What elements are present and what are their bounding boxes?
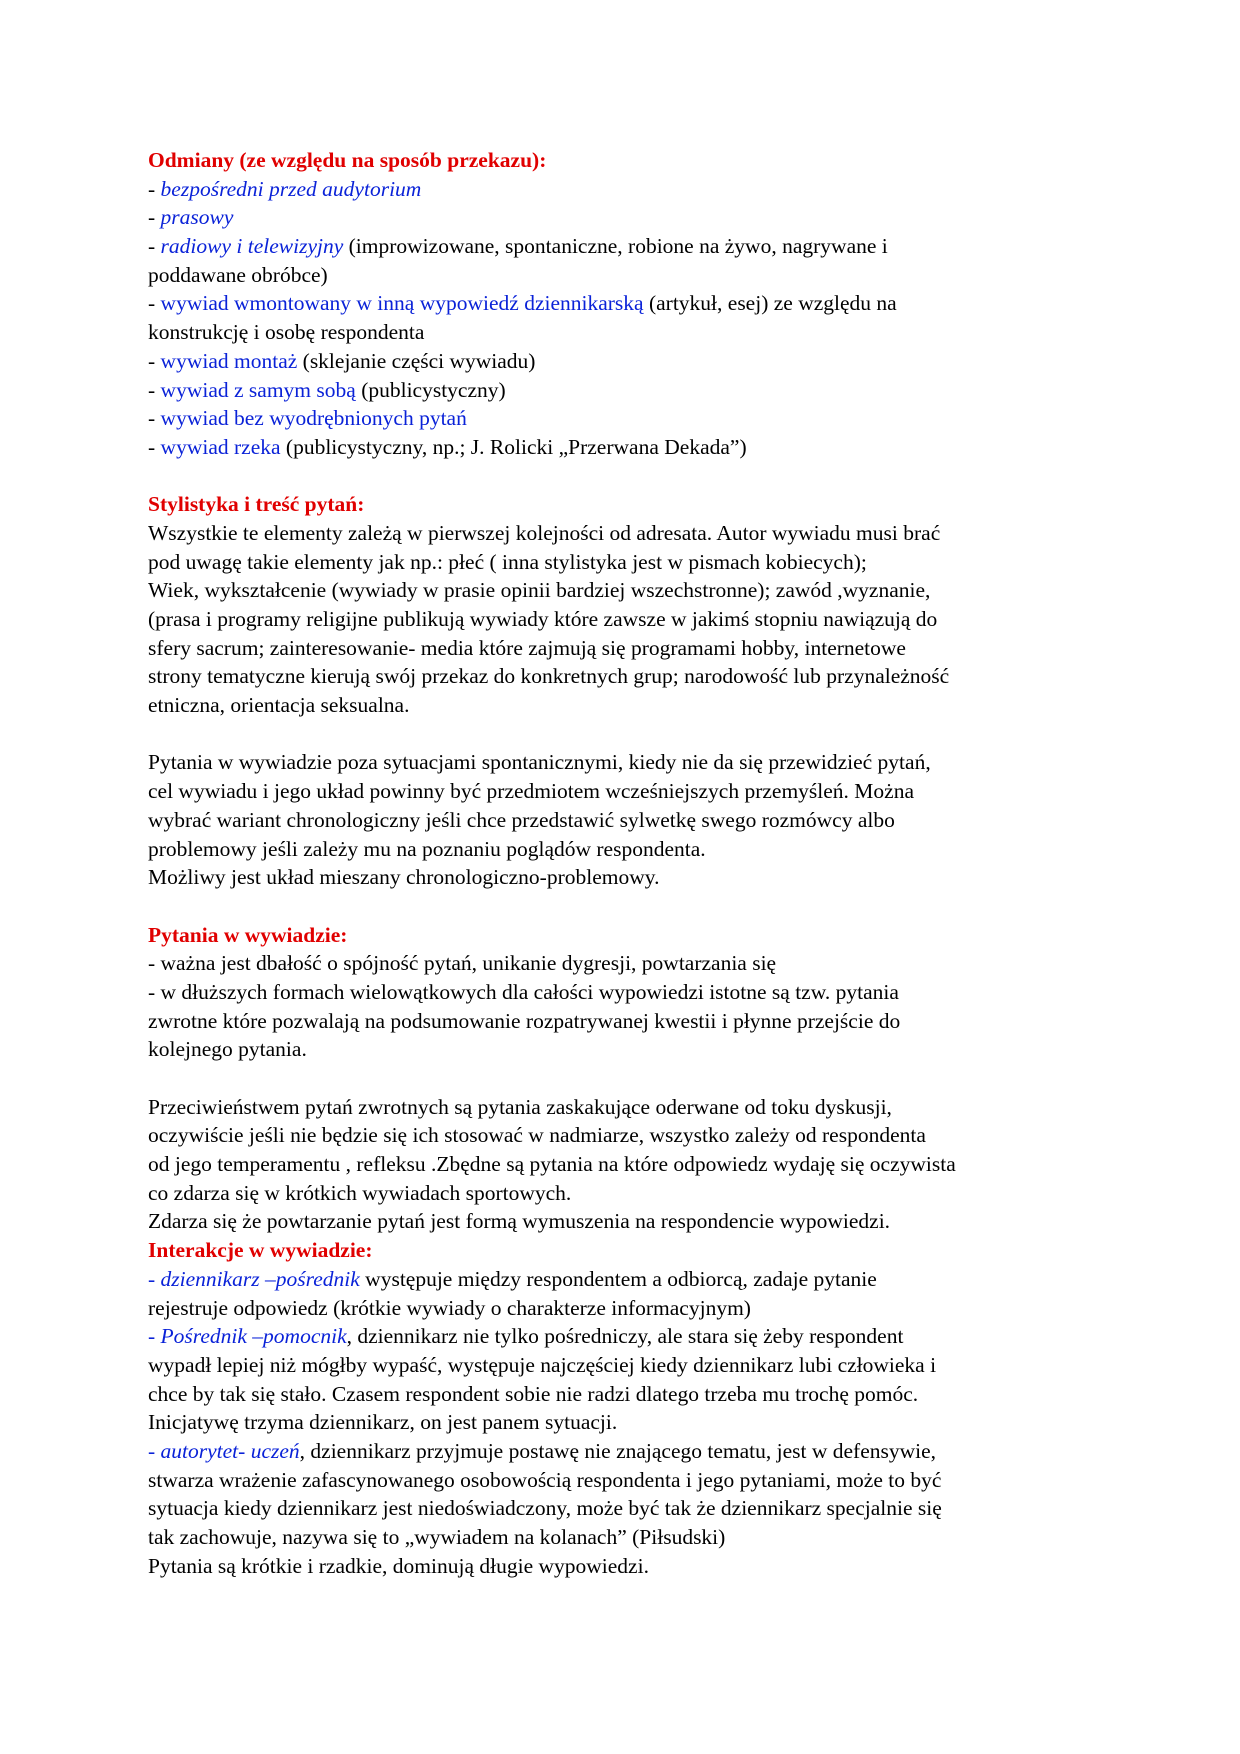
dash: - bbox=[148, 176, 161, 201]
text-line: Pytania są krótkie i rzadkie, dominują długie wypowiedzi. bbox=[148, 1553, 649, 1578]
text-line: tak zachowuje, nazywa się to „wywiadem na kolanach” (Piłsudski) bbox=[148, 1525, 726, 1549]
description: (publicystyczny) bbox=[355, 377, 506, 402]
term: wywiad wmontowany w inną wypowiedź dziennikarską bbox=[160, 291, 644, 316]
text-line: cel wywiadu i jego układ powinny być przedmiotem wcześniejszych przemyśleń. Można bbox=[148, 779, 915, 804]
section-heading-interakcje: Interakcje w wywiadzie: bbox=[148, 1238, 373, 1263]
dash: - bbox=[148, 205, 161, 230]
section-heading-odmiany: Odmiany (ze względu na sposób przekazu): bbox=[148, 148, 547, 172]
text-line: poddawane obróbce) bbox=[148, 262, 328, 287]
text-line: zwrotne które pozwalają na podsumowanie rozpatrywanej kwestii i płynne przejście do bbox=[148, 1008, 901, 1033]
list-item bbox=[148, 376, 1108, 405]
spacer bbox=[148, 1064, 1108, 1093]
text-line: Przeciwieństwem pytań zwrotnych są pytania zaskakujące oderwane od toku dyskusji, bbox=[148, 1094, 892, 1119]
text-line: sytuacja kiedy dziennikarz jest niedoświadczony, może być tak że dziennikarz specjalnie się bbox=[148, 1496, 942, 1521]
text-line: kolejnego pytania. bbox=[148, 1037, 307, 1062]
section-heading-pytania: Pytania w wywiadzie: bbox=[148, 922, 348, 947]
list-item bbox=[148, 1322, 1108, 1351]
text-line: Wiek, wykształcenie (wywiady w prasie opinii bardziej wszechstronne); zawód ,wyznanie, bbox=[148, 578, 931, 603]
text-line: od jego temperamentu , refleksu .Zbędne są pytania na które odpowiedz wydaję się oczywista bbox=[148, 1152, 956, 1177]
dash: - bbox=[148, 234, 161, 259]
text-line: oczywiście jeśli nie będzie się ich stosować w nadmiarze, wszystko zależy od respondenta bbox=[148, 1123, 926, 1148]
list-item bbox=[148, 203, 1108, 232]
spacer bbox=[148, 462, 1108, 491]
spacer bbox=[148, 892, 1108, 921]
list-item bbox=[148, 404, 1108, 433]
list-item bbox=[148, 1265, 1108, 1294]
text-line: strony tematyczne kierują swój przekaz do konkretnych grup; narodowość lub przynależność bbox=[148, 664, 950, 689]
text-line: Wszystkie te elementy zależą w pierwszej kolejności od adresata. Autor wywiadu musi brać bbox=[148, 520, 941, 545]
dash: - bbox=[148, 348, 161, 373]
text-line: - w dłuższych formach wielowątkowych dla całości wypowiedzi istotne są tzw. pytania bbox=[148, 979, 899, 1004]
text-line: rejestruje odpowiedz (krótkie wywiady o charakterze informacyjnym) bbox=[148, 1295, 751, 1320]
list-item bbox=[148, 347, 1108, 376]
text-line: - ważna jest dbałość o spójność pytań, unikanie dygresji, powtarzania się bbox=[148, 951, 777, 976]
term: wywiad montaż bbox=[160, 348, 298, 373]
text-line: wybrać wariant chronologiczny jeśli chce przedstawić sylwetkę swego rozmówcy albo bbox=[148, 807, 895, 832]
term: wywiad rzeka bbox=[160, 434, 281, 459]
term: - autorytet- uczeń bbox=[148, 1438, 300, 1463]
description: występuje między respondentem a odbiorcą, zadaje pytanie bbox=[359, 1266, 877, 1291]
term: - dziennikarz –pośrednik bbox=[148, 1266, 360, 1291]
text-line: (prasa i programy religijne publikują wywiady które zawsze w jakimś stopniu nawiązują do bbox=[148, 607, 938, 631]
document-page bbox=[148, 146, 1108, 1580]
text-line: wypadł lepiej niż mógłby wypaść, występuje najczęściej kiedy dziennikarz lubi człowieka i bbox=[148, 1352, 937, 1377]
text-line: Zdarza się że powtarzanie pytań jest formą wymuszenia na respondencie wypowiedzi. bbox=[148, 1209, 891, 1234]
term: prasowy bbox=[160, 205, 234, 230]
list-item bbox=[148, 1437, 1108, 1466]
text-line: Pytania w wywiadzie poza sytuacjami spontanicznymi, kiedy nie da się przewidzieć pytań, bbox=[148, 750, 931, 775]
dash: - bbox=[148, 291, 161, 316]
description: (sklejanie części wywiadu) bbox=[297, 348, 536, 373]
text-line: problemowy jeśli zależy mu na poznaniu poglądów respondenta. bbox=[148, 836, 706, 861]
dash: - bbox=[148, 377, 161, 402]
description: (artykuł, esej) ze względu na bbox=[643, 291, 897, 316]
dash: - bbox=[148, 434, 161, 459]
description: , dziennikarz przyjmuje postawę nie znającego tematu, jest w defensywie, bbox=[299, 1438, 937, 1463]
term: radiowy i telewizyjny bbox=[160, 234, 344, 259]
section-heading-stylistyka: Stylistyka i treść pytań: bbox=[148, 492, 365, 517]
text-line: etniczna, orientacja seksualna. bbox=[148, 693, 410, 718]
text-line: chce by tak się stało. Czasem respondent sobie nie radzi dlatego trzeba mu trochę pomóc. bbox=[148, 1381, 919, 1406]
text-line: Inicjatywę trzyma dziennikarz, on jest panem sytuacji. bbox=[148, 1410, 618, 1435]
term: bezpośredni przed audytorium bbox=[160, 176, 422, 201]
term: - Pośrednik –pomocnik bbox=[148, 1324, 347, 1349]
list-item bbox=[148, 289, 1108, 318]
description: , dziennikarz nie tylko pośredniczy, ale stara się żeby respondent bbox=[346, 1324, 904, 1349]
text-line: sfery sacrum; zainteresowanie- media które zajmują się programami hobby, internetowe bbox=[148, 635, 906, 660]
text-line: pod uwagę takie elementy jak np.: płeć ( inna stylistyka jest w pismach kobiecych); bbox=[148, 549, 867, 574]
description: (improwizowane, spontaniczne, robione na żywo, nagrywane i bbox=[343, 234, 888, 259]
term: wywiad z samym sobą bbox=[160, 377, 356, 402]
dash: - bbox=[148, 406, 161, 431]
text-line: konstrukcję i osobę respondenta bbox=[148, 320, 425, 345]
spacer bbox=[148, 720, 1108, 749]
list-item bbox=[148, 433, 1108, 462]
text-line: co zdarza się w krótkich wywiadach sportowych. bbox=[148, 1180, 572, 1205]
term: wywiad bez wyodrębnionych pytań bbox=[160, 406, 467, 431]
text-line: Możliwy jest układ mieszany chronologiczno-problemowy. bbox=[148, 865, 660, 890]
list-item bbox=[148, 232, 1108, 261]
list-item bbox=[148, 175, 1108, 204]
description: (publicystyczny, np.; J. Rolicki „Przerwana Dekada”) bbox=[280, 434, 747, 459]
text-line: stwarza wrażenie zafascynowanego osobowością respondenta i jego pytaniami, może to być bbox=[148, 1467, 942, 1492]
